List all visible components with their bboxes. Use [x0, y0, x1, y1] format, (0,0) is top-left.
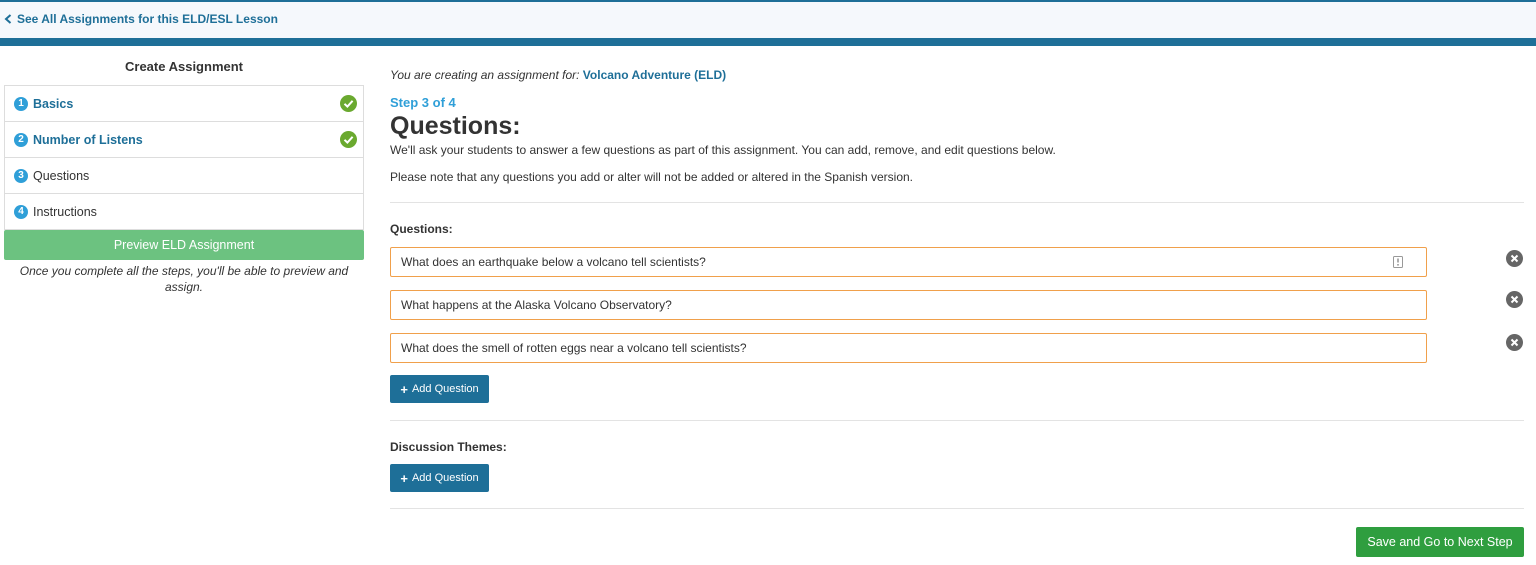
sidebar-title: Create Assignment [125, 59, 243, 74]
lesson-link[interactable]: Volcano Adventure (ELD) [582, 68, 727, 82]
step-label: Instructions [33, 204, 97, 219]
add-question-button[interactable] [390, 375, 489, 403]
field-helper-icon [1393, 256, 1403, 268]
question-input-1[interactable] [390, 247, 1427, 277]
step-number-badge: 1 [14, 97, 28, 111]
step-indicator: Step 3 of 4 [390, 95, 456, 110]
plus-icon: + [400, 470, 408, 486]
remove-question-icon[interactable] [1506, 291, 1523, 308]
check-circle-icon [340, 131, 357, 148]
plus-icon: + [400, 381, 408, 397]
step-label: Questions [33, 168, 90, 183]
spanish-version-note: Please note that any questions you add or alter will not be added or altered in the Spanish version. [390, 170, 914, 184]
step-item-questions[interactable] [5, 158, 363, 194]
discussion-themes-label: Discussion Themes: [390, 440, 507, 454]
creating-for-line [390, 68, 1524, 84]
intro-text: We'll ask your students to answer a few questions as part of this assignment. You can add, remove, and edit questions below. [390, 143, 1056, 157]
chevron-left-icon [4, 14, 12, 24]
question-input-3[interactable] [390, 333, 1427, 363]
step-number-badge: 2 [14, 133, 28, 147]
add-question-label: Add Question [411, 383, 479, 395]
step-list [4, 85, 364, 230]
preview-note: Once you complete all the steps, you'll be able to preview and assign. [19, 264, 349, 294]
preview-assignment-button[interactable]: Preview ELD Assignment [4, 230, 364, 260]
page-title: Questions: [390, 112, 521, 140]
creating-for-prefix: You are creating an assignment for: [390, 68, 580, 82]
step-number-badge: 3 [14, 169, 28, 183]
top-bar [0, 0, 1536, 38]
header-stripe [0, 38, 1536, 46]
step-sidebar [4, 58, 364, 295]
step-label: Basics [33, 96, 74, 111]
divider [390, 202, 1524, 203]
remove-question-icon[interactable] [1506, 250, 1523, 267]
divider [390, 420, 1524, 421]
add-discussion-question-button[interactable] [390, 464, 489, 492]
check-circle-icon [340, 95, 357, 112]
back-link-label: See All Assignments for this ELD/ESL Lesson [17, 12, 278, 26]
add-discussion-label: Add Question [411, 472, 479, 484]
step-item-instructions[interactable] [5, 194, 363, 230]
step-label: Number of Listens [33, 132, 143, 147]
questions-label: Questions: [390, 222, 453, 236]
remove-question-icon[interactable] [1506, 334, 1523, 351]
back-to-assignments-link[interactable] [4, 12, 278, 26]
step-number-badge: 4 [14, 205, 28, 219]
question-input-2[interactable] [390, 290, 1427, 320]
step-item-number-of-listens[interactable] [5, 122, 363, 158]
step-item-basics[interactable] [5, 86, 363, 122]
main-content [390, 68, 1524, 549]
save-next-step-button[interactable]: Save and Go to Next Step [1356, 527, 1524, 557]
divider [390, 508, 1524, 509]
